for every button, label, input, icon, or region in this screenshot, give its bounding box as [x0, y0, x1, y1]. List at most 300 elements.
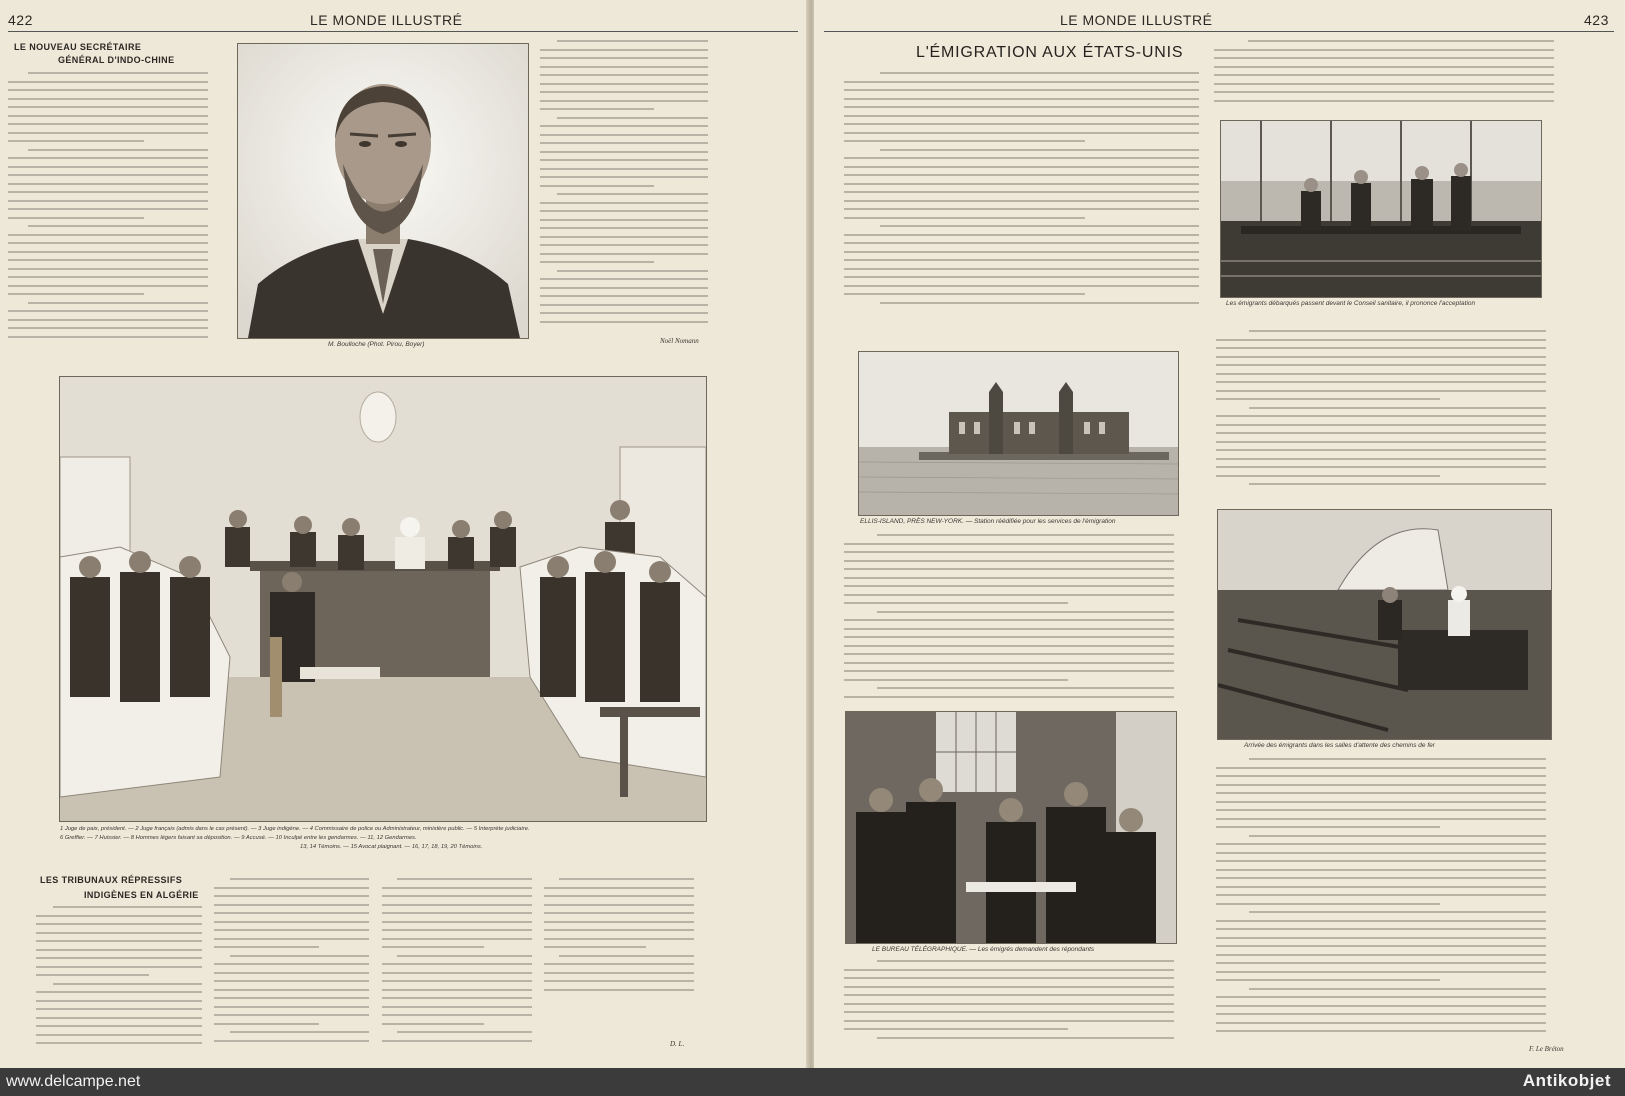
- text-line: [382, 912, 532, 914]
- text-line: [540, 261, 654, 263]
- text-line: [382, 904, 532, 906]
- text-line: [214, 1014, 369, 1016]
- text-line: [214, 929, 369, 931]
- text-line: [28, 72, 208, 74]
- text-line: [540, 151, 708, 153]
- text-line: [540, 100, 708, 102]
- text-line: [1216, 415, 1546, 417]
- text-line: [8, 285, 208, 287]
- text-line: [1216, 894, 1546, 896]
- text-line: [1216, 928, 1546, 930]
- text-line: [844, 81, 1199, 83]
- text-line: [382, 929, 532, 931]
- article1-signature: Noël Nomann: [660, 337, 699, 345]
- text-line: [844, 662, 1174, 664]
- text-line: [877, 687, 1174, 689]
- text-line: [844, 208, 1199, 210]
- text-line: [1216, 860, 1546, 862]
- article2-text-column-4: [544, 878, 694, 998]
- text-line: [844, 285, 1199, 287]
- text-line: [1216, 937, 1546, 939]
- text-line: [557, 270, 708, 272]
- text-line: [8, 234, 208, 236]
- text-line: [1216, 347, 1546, 349]
- text-line: [540, 83, 708, 85]
- text-line: [8, 140, 144, 142]
- text-line: [8, 98, 208, 100]
- text-line: [36, 974, 149, 976]
- text-line: [540, 227, 708, 229]
- text-line: [1216, 449, 1546, 451]
- text-line: [230, 1031, 370, 1033]
- text-line: [544, 895, 694, 897]
- text-line: [36, 1025, 202, 1027]
- text-line: [8, 268, 208, 270]
- text-line: [36, 932, 202, 934]
- text-line: [1214, 91, 1554, 93]
- left-page: [0, 0, 808, 1068]
- text-line: [382, 1023, 484, 1025]
- text-line: [1216, 818, 1546, 820]
- text-line: [540, 202, 708, 204]
- railway-waiting-room-caption: Arrivée des émigrants dans les salles d'attente des chemins de fer: [1244, 742, 1435, 749]
- text-line: [53, 983, 202, 985]
- text-line: [214, 904, 369, 906]
- text-line: [214, 963, 369, 965]
- text-line: [8, 276, 208, 278]
- text-line: [1216, 852, 1546, 854]
- text-line: [544, 972, 694, 974]
- text-line: [540, 278, 708, 280]
- text-line: [540, 236, 708, 238]
- text-line: [880, 225, 1200, 227]
- text-line: [540, 244, 708, 246]
- text-line: [36, 957, 202, 959]
- text-line: [382, 963, 532, 965]
- text-line: [1249, 835, 1546, 837]
- emigration-text-right-top: [1214, 40, 1554, 110]
- right-page: [814, 0, 1625, 1068]
- telegraph-office-photo: [845, 711, 1177, 944]
- text-line: [8, 242, 208, 244]
- text-line: [844, 293, 1085, 295]
- footer-seller-name[interactable]: Antikobjet: [1522, 1071, 1611, 1090]
- text-line: [8, 174, 208, 176]
- text-line: [214, 972, 369, 974]
- text-line: [844, 628, 1174, 630]
- text-line: [544, 946, 646, 948]
- text-line: [540, 176, 708, 178]
- text-line: [1216, 869, 1546, 871]
- text-line: [540, 312, 708, 314]
- text-line: [8, 115, 208, 117]
- text-line: [214, 921, 369, 923]
- text-line: [8, 191, 208, 193]
- text-line: [8, 310, 208, 312]
- text-line: [36, 940, 202, 942]
- text-line: [844, 157, 1199, 159]
- text-line: [382, 938, 532, 940]
- text-line: [8, 336, 208, 338]
- text-line: [36, 1017, 202, 1019]
- text-line: [382, 921, 532, 923]
- text-line: [8, 327, 208, 329]
- text-line: [540, 125, 708, 127]
- text-line: [397, 1031, 532, 1033]
- text-line: [1216, 996, 1546, 998]
- text-line: [382, 1040, 532, 1042]
- text-line: [1216, 886, 1546, 888]
- text-line: [8, 89, 208, 91]
- right-running-head: LE MONDE ILLUSTRÉ: [1060, 12, 1213, 28]
- left-page-number: 422: [8, 12, 33, 28]
- text-line: [28, 225, 208, 227]
- railway-waiting-room-photo: [1217, 509, 1552, 740]
- text-line: [844, 551, 1174, 553]
- text-line: [1216, 962, 1546, 964]
- ellis-island-caption: ELLIS-ISLAND, PRÈS NEW-YORK. — Station réédifiée pour les services de l'émigration: [860, 518, 1116, 525]
- text-line: [844, 636, 1174, 638]
- text-line: [36, 1034, 202, 1036]
- text-line: [540, 49, 708, 51]
- text-line: [540, 185, 654, 187]
- text-line: [8, 166, 208, 168]
- text-line: [1216, 1022, 1546, 1024]
- text-line: [1216, 826, 1440, 828]
- text-line: [844, 679, 1068, 681]
- text-line: [36, 923, 202, 925]
- text-line: [844, 977, 1174, 979]
- text-line: [844, 132, 1199, 134]
- text-line: [36, 991, 202, 993]
- text-line: [844, 577, 1174, 579]
- text-line: [382, 972, 532, 974]
- text-line: [36, 915, 202, 917]
- text-line: [844, 602, 1068, 604]
- text-line: [544, 980, 694, 982]
- text-line: [214, 980, 369, 982]
- text-line: [1216, 432, 1546, 434]
- right-head-rule: [824, 31, 1614, 32]
- text-line: [1216, 979, 1440, 981]
- text-line: [880, 149, 1200, 151]
- text-line: [844, 1028, 1068, 1030]
- text-line: [53, 906, 202, 908]
- text-line: [230, 955, 370, 957]
- text-line: [540, 210, 708, 212]
- text-line: [382, 1006, 532, 1008]
- text-line: [1216, 1005, 1546, 1007]
- text-line: [540, 159, 708, 161]
- text-line: [540, 253, 708, 255]
- text-line: [844, 1020, 1174, 1022]
- text-line: [844, 696, 1174, 698]
- text-line: [540, 295, 708, 297]
- text-line: [382, 895, 532, 897]
- text-line: [1216, 903, 1440, 905]
- article1-text-column-2: [540, 40, 708, 335]
- text-line: [540, 287, 708, 289]
- text-line: [844, 994, 1174, 996]
- text-line: [214, 997, 369, 999]
- text-line: [1216, 475, 1440, 477]
- text-line: [1249, 330, 1546, 332]
- text-line: [544, 921, 694, 923]
- text-line: [1214, 100, 1554, 102]
- text-line: [544, 929, 694, 931]
- text-line: [544, 989, 694, 991]
- telegraph-office-caption: LE BUREAU TÉLÉGRAPHIQUE. — Les émigrés demandent des répondants: [872, 946, 1095, 953]
- text-line: [214, 946, 319, 948]
- text-line: [397, 878, 532, 880]
- text-line: [844, 123, 1199, 125]
- text-line: [382, 989, 532, 991]
- text-line: [844, 568, 1174, 570]
- article2-text-column-1: [36, 906, 202, 1056]
- portrait-photo: [237, 43, 529, 339]
- text-line: [36, 1008, 202, 1010]
- text-line: [8, 81, 208, 83]
- text-line: [844, 242, 1199, 244]
- text-line: [8, 200, 208, 202]
- text-line: [8, 123, 208, 125]
- text-line: [844, 183, 1199, 185]
- text-line: [844, 594, 1174, 596]
- text-line: [880, 302, 1200, 304]
- text-line: [1214, 74, 1554, 76]
- text-line: [1216, 398, 1440, 400]
- text-line: [880, 72, 1200, 74]
- sanitary-council-photo: [1220, 120, 1542, 298]
- text-line: [1214, 57, 1554, 59]
- court-caption-line1: 1 Juge de paix, président. — 2 Juge français (admis dans le cas présent). — 3 Juge indigène. — 4 Commissaire de police ou Administrateur, ministère public. — 5 Interprète judiciaire.: [60, 826, 530, 832]
- text-line: [36, 1042, 202, 1044]
- emigration-text-bottom-left: [844, 960, 1174, 1050]
- text-line: [1216, 809, 1546, 811]
- text-line: [36, 1000, 202, 1002]
- text-line: [214, 989, 369, 991]
- text-line: [1249, 911, 1546, 913]
- text-line: [844, 234, 1199, 236]
- text-line: [382, 1014, 532, 1016]
- text-line: [1216, 424, 1546, 426]
- text-line: [1216, 877, 1546, 879]
- text-line: [844, 200, 1199, 202]
- text-line: [844, 259, 1199, 261]
- text-line: [844, 645, 1174, 647]
- text-line: [544, 887, 694, 889]
- text-line: [28, 302, 208, 304]
- text-line: [844, 98, 1199, 100]
- text-line: [8, 217, 144, 219]
- text-line: [844, 1011, 1174, 1013]
- text-line: [844, 89, 1199, 91]
- text-line: [844, 140, 1085, 142]
- text-line: [214, 895, 369, 897]
- text-line: [1249, 407, 1546, 409]
- court-caption-line3: 13, 14 Témoins. — 15 Avocat plaignant. — 16, 17, 18, 19, 20 Témoins.: [300, 844, 483, 850]
- text-line: [540, 91, 708, 93]
- article2-title-line2: INDIGÈNES EN ALGÉRIE: [84, 890, 199, 900]
- emigration-title: L'ÉMIGRATION AUX ÉTATS-UNIS: [916, 44, 1184, 61]
- text-line: [844, 268, 1199, 270]
- text-line: [214, 938, 369, 940]
- text-line: [540, 142, 708, 144]
- text-line: [214, 1040, 369, 1042]
- text-line: [8, 208, 208, 210]
- text-line: [844, 191, 1199, 193]
- text-line: [1216, 390, 1546, 392]
- text-line: [1216, 767, 1546, 769]
- text-line: [1216, 373, 1546, 375]
- text-line: [540, 108, 654, 110]
- text-line: [844, 115, 1199, 117]
- text-line: [544, 963, 694, 965]
- text-line: [540, 57, 708, 59]
- text-line: [844, 106, 1199, 108]
- text-line: [36, 949, 202, 951]
- left-head-rule: [8, 31, 798, 32]
- text-line: [1216, 1013, 1546, 1015]
- text-line: [397, 955, 532, 957]
- text-line: [8, 183, 208, 185]
- text-line: [1216, 792, 1546, 794]
- portrait-caption: M. Boulloche (Phot. Pirou, Boyer): [328, 341, 425, 348]
- text-line: [844, 1003, 1174, 1005]
- court-photo: [59, 376, 707, 822]
- text-line: [382, 997, 532, 999]
- text-line: [844, 619, 1174, 621]
- text-line: [540, 304, 708, 306]
- text-line: [1216, 339, 1546, 341]
- text-line: [1249, 483, 1546, 485]
- article2-title-line1: LES TRIBUNAUX RÉPRESSIFS: [40, 875, 183, 885]
- text-line: [1216, 441, 1546, 443]
- text-line: [877, 960, 1174, 962]
- text-line: [1214, 83, 1554, 85]
- text-line: [1216, 945, 1546, 947]
- text-line: [1249, 988, 1546, 990]
- text-line: [844, 670, 1174, 672]
- text-line: [1249, 758, 1546, 760]
- text-line: [844, 276, 1199, 278]
- text-line: [8, 106, 208, 108]
- text-line: [557, 40, 708, 42]
- text-line: [1216, 1030, 1546, 1032]
- text-line: [1216, 466, 1546, 468]
- text-line: [844, 986, 1174, 988]
- right-page-number: 423: [1584, 12, 1609, 28]
- text-line: [540, 168, 708, 170]
- text-line: [1216, 784, 1546, 786]
- text-line: [382, 946, 484, 948]
- text-line: [844, 653, 1174, 655]
- text-line: [28, 149, 208, 151]
- text-line: [1216, 381, 1546, 383]
- text-line: [214, 1023, 319, 1025]
- emigration-text-right-middle: [1216, 330, 1546, 495]
- text-line: [36, 966, 202, 968]
- text-line: [1216, 971, 1546, 973]
- article1-title-line2: GÉNÉRAL D'INDO-CHINE: [58, 55, 175, 65]
- text-line: [1248, 40, 1554, 42]
- text-line: [544, 912, 694, 914]
- text-line: [1214, 49, 1554, 51]
- court-caption-line2: 6 Greffier. — 7 Huissier. — 8 Hommes légers faisant sa déposition. — 9 Accusé. — 10 Inculpé entre les gendarmes. — 11, 12 Gendarmes.: [60, 835, 417, 841]
- text-line: [540, 321, 708, 323]
- text-line: [230, 878, 370, 880]
- text-line: [844, 543, 1174, 545]
- text-line: [8, 251, 208, 253]
- text-line: [540, 134, 708, 136]
- emigration-signature: F. Le Bréton: [1529, 1045, 1564, 1053]
- text-line: [557, 117, 708, 119]
- article1-title-line1: LE NOUVEAU SECRÉTAIRE: [14, 42, 142, 52]
- text-line: [844, 217, 1085, 219]
- text-line: [214, 912, 369, 914]
- text-line: [844, 251, 1199, 253]
- text-line: [540, 74, 708, 76]
- emigration-text-middle: [844, 534, 1174, 704]
- footer-site-link[interactable]: www.delcampe.net: [6, 1073, 141, 1090]
- sanitary-council-caption: Les émigrants débarqués passent devant le Conseil sanitaire, il prononce l'acceptation: [1226, 300, 1476, 307]
- text-line: [8, 259, 208, 261]
- text-line: [214, 887, 369, 889]
- text-line: [1216, 920, 1546, 922]
- text-line: [1214, 66, 1554, 68]
- text-line: [1216, 356, 1546, 358]
- text-line: [8, 132, 208, 134]
- text-line: [540, 66, 708, 68]
- text-line: [1216, 364, 1546, 366]
- text-line: [8, 319, 208, 321]
- text-line: [844, 560, 1174, 562]
- text-line: [382, 887, 532, 889]
- text-line: [559, 878, 694, 880]
- text-line: [544, 938, 694, 940]
- text-line: [877, 534, 1174, 536]
- text-line: [544, 904, 694, 906]
- text-line: [1216, 458, 1546, 460]
- footer-bar: [0, 1068, 1625, 1096]
- text-line: [1216, 954, 1546, 956]
- text-line: [844, 585, 1174, 587]
- text-line: [559, 955, 694, 957]
- text-line: [844, 969, 1174, 971]
- text-line: [1216, 801, 1546, 803]
- article1-text-column: [8, 72, 208, 352]
- article2-text-column-3: [382, 878, 532, 1056]
- emigration-text-top: [844, 72, 1199, 317]
- text-line: [877, 1037, 1174, 1039]
- left-running-head: LE MONDE ILLUSTRÉ: [310, 12, 463, 28]
- text-line: [877, 611, 1174, 613]
- text-line: [8, 157, 208, 159]
- emigration-text-bottom-right: [1216, 758, 1546, 1043]
- text-line: [214, 1006, 369, 1008]
- article2-signature: D. L.: [670, 1040, 685, 1048]
- text-line: [1216, 843, 1546, 845]
- ellis-island-photo: [858, 351, 1179, 516]
- text-line: [382, 980, 532, 982]
- text-line: [844, 174, 1199, 176]
- article2-text-column-2: [214, 878, 369, 1056]
- text-line: [8, 293, 144, 295]
- text-line: [1216, 775, 1546, 777]
- text-line: [844, 166, 1199, 168]
- text-line: [540, 219, 708, 221]
- text-line: [557, 193, 708, 195]
